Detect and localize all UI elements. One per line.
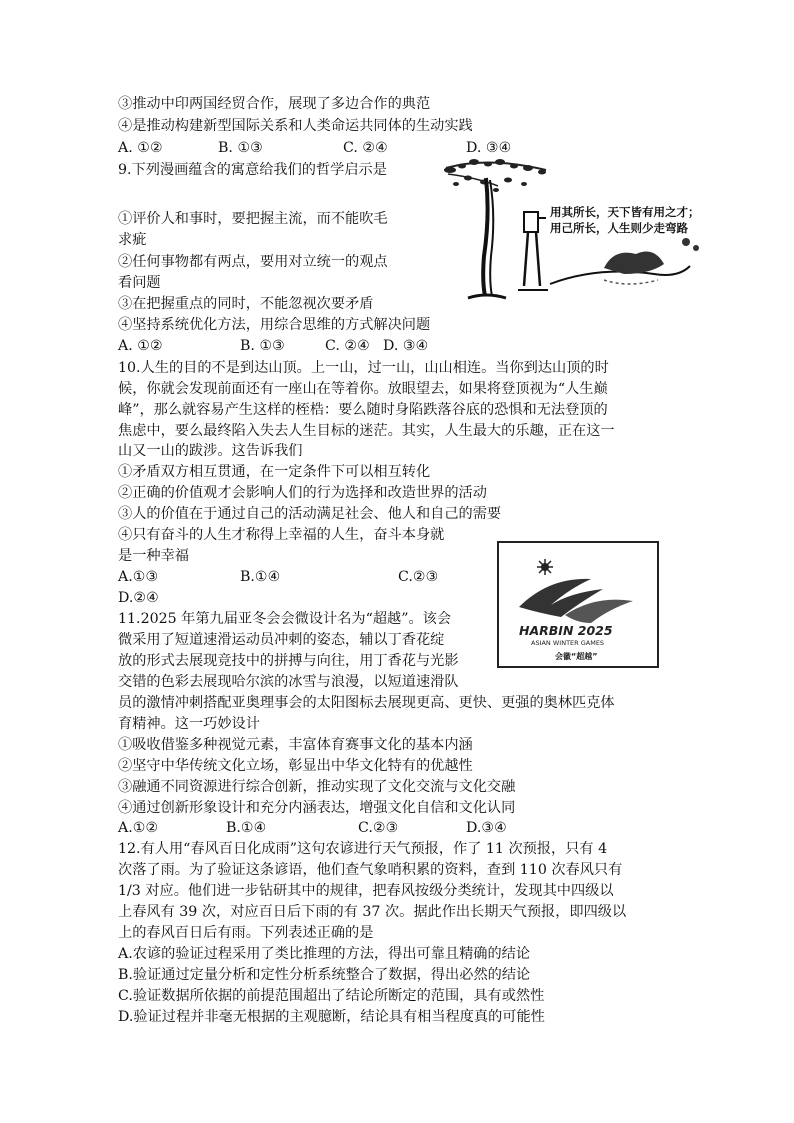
option-d[interactable]: D.验证过程并非毫无根据的主观臆断，结论具有相当程度真的可能性 xyxy=(118,1009,545,1025)
logo-name: HARBIN 2025 xyxy=(519,623,613,638)
q11-options xyxy=(118,818,507,839)
option-b[interactable]: B. ①③ xyxy=(240,338,285,354)
option-d[interactable]: D. ③④ xyxy=(383,338,429,354)
option-d[interactable]: D. ③④ xyxy=(466,140,512,156)
option-a[interactable]: A.①② xyxy=(118,820,159,836)
text-line: 候，你就会发现前面还有一座山在等着你。放眼望去，如果将登顶视为“人生巅 xyxy=(118,381,608,397)
cartoon-sign-line2: 用己所长，人生则少走弯路 xyxy=(550,221,688,235)
option-a[interactable]: A.①③ xyxy=(118,569,159,585)
question-11-stem: 11.2025 年第九届亚冬会会微设计名为“超越”。该会 xyxy=(118,611,452,627)
text-line: ①吸收借鉴多种视觉元素，丰富体育赛事文化的基本内涵 xyxy=(118,737,473,753)
text-line: ④坚持系统优化方法，用综合思维的方式解决问题 xyxy=(118,317,431,333)
text-line: ①评价人和事时，要把握主流，而不能吹毛 xyxy=(118,211,388,227)
text-line: ①矛盾双方相互贯通，在一定条件下可以相互转化 xyxy=(118,464,431,480)
text-line: 看问题 xyxy=(118,275,161,291)
text-line: ③在把握重点的同时，不能忽视次要矛盾 xyxy=(118,296,374,312)
text-line: 上的春风百日后有雨。下列表述正确的是 xyxy=(118,925,374,941)
text-line: 育精神。这一巧妙设计 xyxy=(118,716,260,732)
harbin-2025-logo xyxy=(497,541,659,668)
option-a[interactable]: A. ①② xyxy=(118,140,163,156)
text-line: 次落了雨。为了验证这条谚语，他们查气象哨积累的资料，查到 110 次春风只有 xyxy=(118,862,623,878)
text-line: ③人的价值在于通过自己的活动满足社会、他人和自己的需要 xyxy=(118,506,502,522)
text-line: ③推动中印两国经贸合作，展现了多边合作的典范 xyxy=(118,96,431,112)
option-c[interactable]: C.②③ xyxy=(358,820,399,836)
question-10-stem: 10.人生的目的不是到达山顶。上一山，过一山，山山相连。当你到达山顶的时 xyxy=(118,360,609,376)
cartoon-sign-line1: 用其所长，天下皆有用之才； xyxy=(550,205,700,219)
text-line: 交错的色彩去展现哈尔滨的冰雪与浪漫，以短道速滑队 xyxy=(118,674,459,690)
option-b[interactable]: B.验证通过定量分析和定性分析系统整合了数据，得出必然的结论 xyxy=(118,967,531,983)
cartoon-illustration xyxy=(428,156,720,306)
logo-caption: 会徽“超越” xyxy=(555,652,598,661)
option-b[interactable]: B.①④ xyxy=(226,820,267,836)
text-line: ②正确的价值观才会影响人们的行为选择和改造世界的活动 xyxy=(118,485,487,501)
text-line: 微采用了短道速滑运动员冲刺的姿态，辅以丁香花绽 xyxy=(118,632,445,648)
text-line: 上春风有 39 次，对应百日后下雨的有 37 次。据此作出长期天气预报，即四级以 xyxy=(118,904,627,920)
text-line: ④通过创新形象设计和充分内涵表达，增强文化自信和文化认同 xyxy=(118,800,516,816)
question-9-stem: 9.下列漫画蕴含的寓意给我们的哲学启示是 xyxy=(118,162,387,178)
text-line: 员的激情冲刺搭配亚奥理事会的太阳图标去展现更高、更快、更强的奥林匹克体 xyxy=(118,695,615,711)
text-line: 求疵 xyxy=(118,232,147,248)
option-c[interactable]: C.验证数据所依据的前提范围超出了结论所断定的范围，具有或然性 xyxy=(118,988,545,1004)
q9-options xyxy=(118,336,428,357)
text-line: ④只有奋斗的人生才称得上幸福的人生，奋斗本身就 xyxy=(118,527,445,543)
text-line: ③融通不同资源进行综合创新，推动实现了文化交流与文化交融 xyxy=(118,779,516,795)
question-12-stem: 12.有人用“春风百日化成雨”这句农谚进行天气预报，作了 11 次预报，只有 4 xyxy=(118,841,608,857)
option-d[interactable]: D.②④ xyxy=(118,590,159,606)
option-c[interactable]: C.②③ xyxy=(398,569,439,585)
text-line: ④是推动构建新型国际关系和人类命运共同体的生动实践 xyxy=(118,118,473,134)
q10-options xyxy=(118,567,438,588)
option-a[interactable]: A. ①② xyxy=(118,338,163,354)
text-line: ②任何事物都有两点，要用对立统一的观点 xyxy=(118,254,388,270)
option-c[interactable]: C. ②④ xyxy=(325,338,370,354)
option-b[interactable]: B. ①③ xyxy=(218,140,263,156)
option-c[interactable]: C. ②④ xyxy=(343,140,388,156)
option-a[interactable]: A.农谚的验证过程采用了类比推理的方法，得出可靠且精确的结论 xyxy=(118,946,531,962)
logo-sub: ASIAN WINTER GAMES xyxy=(531,639,605,647)
text-line: 1/3 对应。他们进一步钻研其中的规律，把春风按级分类统计，发现其中四级以 xyxy=(118,883,614,899)
option-d[interactable]: D.③④ xyxy=(466,820,507,836)
option-b[interactable]: B.①④ xyxy=(240,569,281,585)
text-line: 峰”，那么就容易产生这样的桎梏：要么随时身陷跌落谷底的恐惧和无法登顶的 xyxy=(118,402,608,418)
text-line: 放的形式去展现竞技中的拼搏与向往，用丁香花与光影 xyxy=(118,653,459,669)
text-line: ②坚守中华传统文化立场，彰显出中华文化特有的优越性 xyxy=(118,758,473,774)
text-line: 是一种幸福 xyxy=(118,548,189,564)
text-line: 焦虑中，要么最终陷入失去人生目标的迷茫。其实，人生最大的乐趣，正在这一 xyxy=(118,423,615,439)
text-line: 山又一山的跋涉。这告诉我们 xyxy=(118,443,303,459)
